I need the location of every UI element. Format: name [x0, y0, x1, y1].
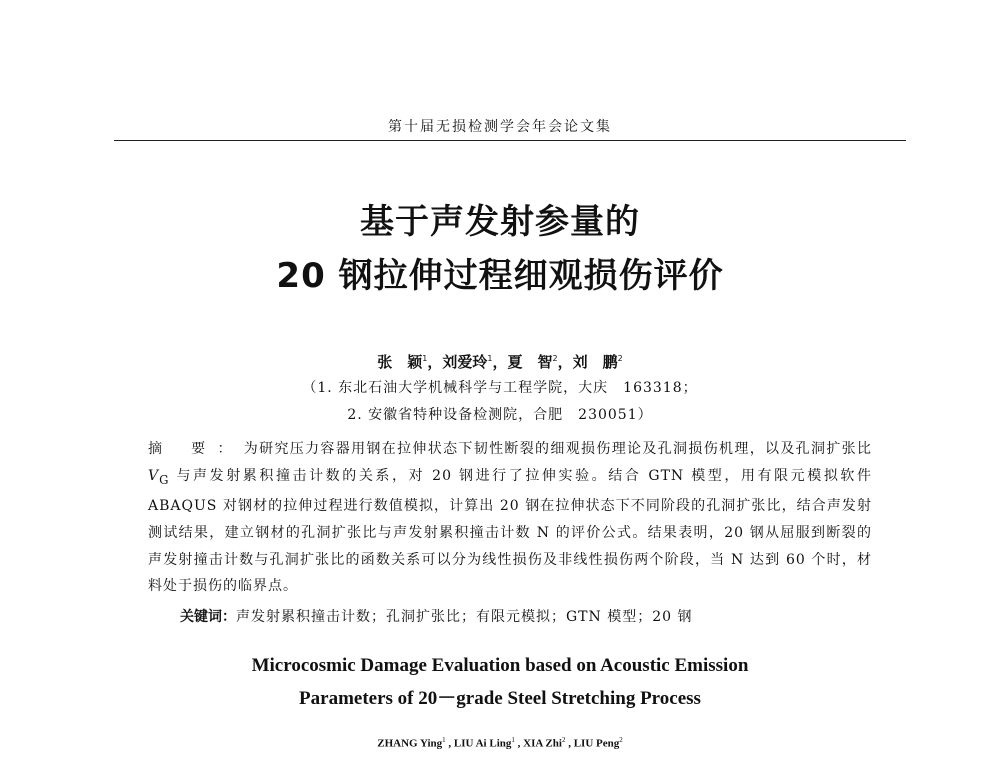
english-author-1-sup: 1 [442, 736, 446, 744]
english-author-2: LIU Ai Ling [453, 737, 512, 750]
author-1: 张 颖 [377, 353, 423, 371]
abstract-variable: V [148, 467, 160, 484]
keywords-line [180, 606, 693, 626]
author-1-sup: 1 [422, 354, 428, 363]
title-line-1: 基于声发射参量的 [360, 202, 640, 242]
abstract-paragraph [148, 436, 872, 600]
english-author-list: ZHANG Ying$^1$ , LIU Ai Ling$^1$ , XIA Zhi$^2$ , LIU Peng$^2$ [377, 736, 623, 750]
abstract-text-2: 与声发射累积撞击计数的关系，对 20 钢进行了拉伸实验。结合 GTN 模型，用有限元模拟软件 ABAQUS 对钢材的拉伸过程进行数值模拟，计算出 20 钢在拉伸状态下不同阶段的孔洞扩张比，结合声发射测试结果，建立钢材的孔洞扩张比与声发射累积撞击计数 N 的评价公式。结果表明，20 钢从屈服到断裂的声发射撞击计数与孔洞扩张比的函数关系可以分为线性损伤及非线性损伤两个阶段，当 N 达到 60 个时，材料处于损伤的临界点。 [148, 467, 872, 595]
english-title-line-1: Microcosmic Damage Evaluation based on Acoustic Emission [251, 655, 749, 676]
english-author-4: LIU Peng [573, 737, 620, 750]
author-list: 张 颖$^1$，刘爱玲$^1$，夏 智$^2$，刘 鹏$^2$ [377, 353, 623, 371]
keywords-text: 声发射累积撞击计数；孔洞扩张比；有限元模拟；GTN 模型；20 钢 [236, 609, 693, 625]
english-author-4-sup: 2 [619, 736, 623, 744]
author-4-sup: 2 [617, 354, 623, 363]
author-3: 夏 智 [507, 353, 553, 371]
affiliation-line-2: 2. 安徽省特种设备检测院，合肥 230051） [347, 407, 653, 423]
abstract-variable-sub: G [159, 472, 170, 487]
header-rule [114, 140, 906, 141]
author-2: 刘爱玲 [442, 353, 488, 371]
author-2-sup: 1 [487, 354, 493, 363]
abstract-text-1: 为研究压力容器用钢在拉伸状态下韧性断裂的细观损伤理论及孔洞损伤机理，以及孔洞扩张比 [243, 441, 873, 457]
proceedings-header: 第十届无损检测学会年会论文集 [388, 119, 612, 135]
author-4: 刘 鹏 [572, 353, 618, 371]
affiliation-line-1: （1. 东北石油大学机械科学与工程学院，大庆 163318； [302, 380, 698, 396]
english-title-line-2: Parameters of 20－grade Steel Stretching Process [299, 688, 701, 709]
keywords-label: 关键词： [180, 609, 236, 625]
english-author-3-sup: 2 [561, 736, 566, 744]
title-line-2: 20 钢拉伸过程细观损伤评价 [276, 256, 724, 296]
english-author-1: ZHANG Ying [377, 737, 443, 750]
author-3-sup: 2 [552, 354, 558, 363]
english-author-3: XIA Zhi [523, 737, 562, 750]
english-author-2-sup: 1 [511, 736, 515, 744]
abstract-label: 摘 要： [148, 441, 244, 457]
